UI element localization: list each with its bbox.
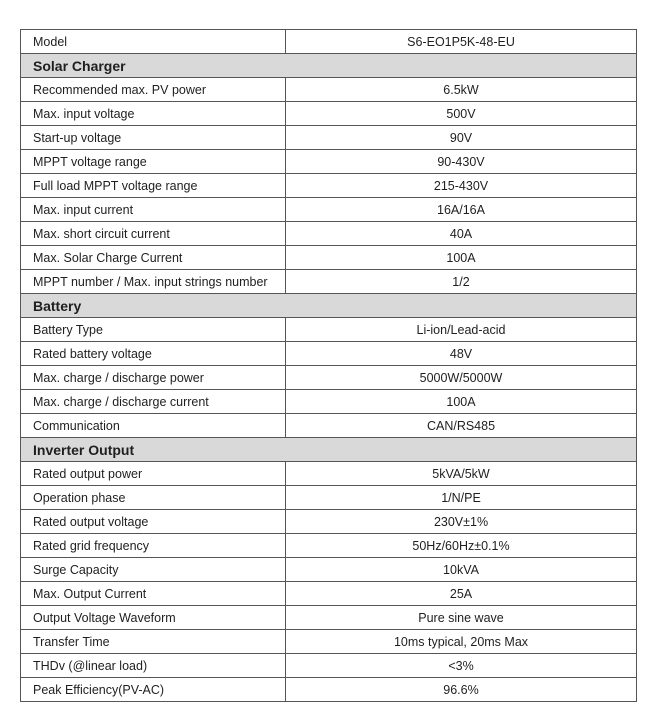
spec-row	[21, 270, 637, 294]
row-label: Surge Capacity	[21, 558, 286, 582]
spec-row	[21, 342, 637, 366]
row-value: Li-ion/Lead-acid	[286, 318, 637, 342]
section-header-row	[21, 294, 637, 318]
row-value: 25A	[286, 582, 637, 606]
spec-row	[21, 654, 637, 678]
section-header-row	[21, 54, 637, 78]
row-label: Peak Efficiency(PV-AC)	[21, 678, 286, 702]
spec-row	[21, 150, 637, 174]
row-value: 500V	[286, 102, 637, 126]
row-label: Start-up voltage	[21, 126, 286, 150]
row-value: 6.5kW	[286, 78, 637, 102]
row-value: 230V±1%	[286, 510, 637, 534]
spec-row	[21, 678, 637, 702]
spec-row	[21, 630, 637, 654]
row-label: Operation phase	[21, 486, 286, 510]
spec-row	[21, 606, 637, 630]
spec-row	[21, 222, 637, 246]
spec-row	[21, 414, 637, 438]
row-label: Full load MPPT voltage range	[21, 174, 286, 198]
row-value: 96.6%	[286, 678, 637, 702]
spec-table-body	[21, 30, 637, 702]
row-label: Rated battery voltage	[21, 342, 286, 366]
row-value: 215-430V	[286, 174, 637, 198]
row-label: Max. Output Current	[21, 582, 286, 606]
row-value: 90V	[286, 126, 637, 150]
spec-row	[21, 582, 637, 606]
spec-row	[21, 102, 637, 126]
row-value: Pure sine wave	[286, 606, 637, 630]
spec-row	[21, 510, 637, 534]
row-label: MPPT number / Max. input strings number	[21, 270, 286, 294]
row-value: 1/2	[286, 270, 637, 294]
row-label: Max. charge / discharge power	[21, 366, 286, 390]
row-value: 1/N/PE	[286, 486, 637, 510]
row-value: 10kVA	[286, 558, 637, 582]
row-label: Rated output power	[21, 462, 286, 486]
row-label: Rated output voltage	[21, 510, 286, 534]
spec-row	[21, 246, 637, 270]
row-label: Max. short circuit current	[21, 222, 286, 246]
row-label: Recommended max. PV power	[21, 78, 286, 102]
row-label: MPPT voltage range	[21, 150, 286, 174]
row-label: Transfer Time	[21, 630, 286, 654]
spec-row	[21, 78, 637, 102]
row-label: Communication	[21, 414, 286, 438]
row-value: 90-430V	[286, 150, 637, 174]
row-value: <3%	[286, 654, 637, 678]
row-label: Output Voltage Waveform	[21, 606, 286, 630]
row-value: CAN/RS485	[286, 414, 637, 438]
row-value: 5000W/5000W	[286, 366, 637, 390]
spec-row	[21, 318, 637, 342]
row-value: 16A/16A	[286, 198, 637, 222]
spec-row	[21, 462, 637, 486]
row-label: Max. charge / discharge current	[21, 390, 286, 414]
row-value: 100A	[286, 390, 637, 414]
row-value: 48V	[286, 342, 637, 366]
spec-row	[21, 486, 637, 510]
spec-row	[21, 390, 637, 414]
row-label: THDv (@linear load)	[21, 654, 286, 678]
row-value: 100A	[286, 246, 637, 270]
section-title: Inverter Output	[21, 438, 637, 462]
row-value: 5kVA/5kW	[286, 462, 637, 486]
section-title: Solar Charger	[21, 54, 637, 78]
spec-row	[21, 198, 637, 222]
row-value: 50Hz/60Hz±0.1%	[286, 534, 637, 558]
spec-row	[21, 174, 637, 198]
section-header-row	[21, 438, 637, 462]
row-label: Max. input voltage	[21, 102, 286, 126]
spec-row	[21, 126, 637, 150]
model-row	[21, 30, 637, 54]
spec-table	[20, 29, 637, 702]
row-label: Model	[21, 30, 286, 54]
row-value: S6-EO1P5K-48-EU	[286, 30, 637, 54]
section-title: Battery	[21, 294, 637, 318]
spec-row	[21, 534, 637, 558]
row-label: Max. Solar Charge Current	[21, 246, 286, 270]
spec-row	[21, 366, 637, 390]
row-label: Max. input current	[21, 198, 286, 222]
row-value: 40A	[286, 222, 637, 246]
spec-row	[21, 558, 637, 582]
row-value: 10ms typical, 20ms Max	[286, 630, 637, 654]
row-label: Rated grid frequency	[21, 534, 286, 558]
row-label: Battery Type	[21, 318, 286, 342]
